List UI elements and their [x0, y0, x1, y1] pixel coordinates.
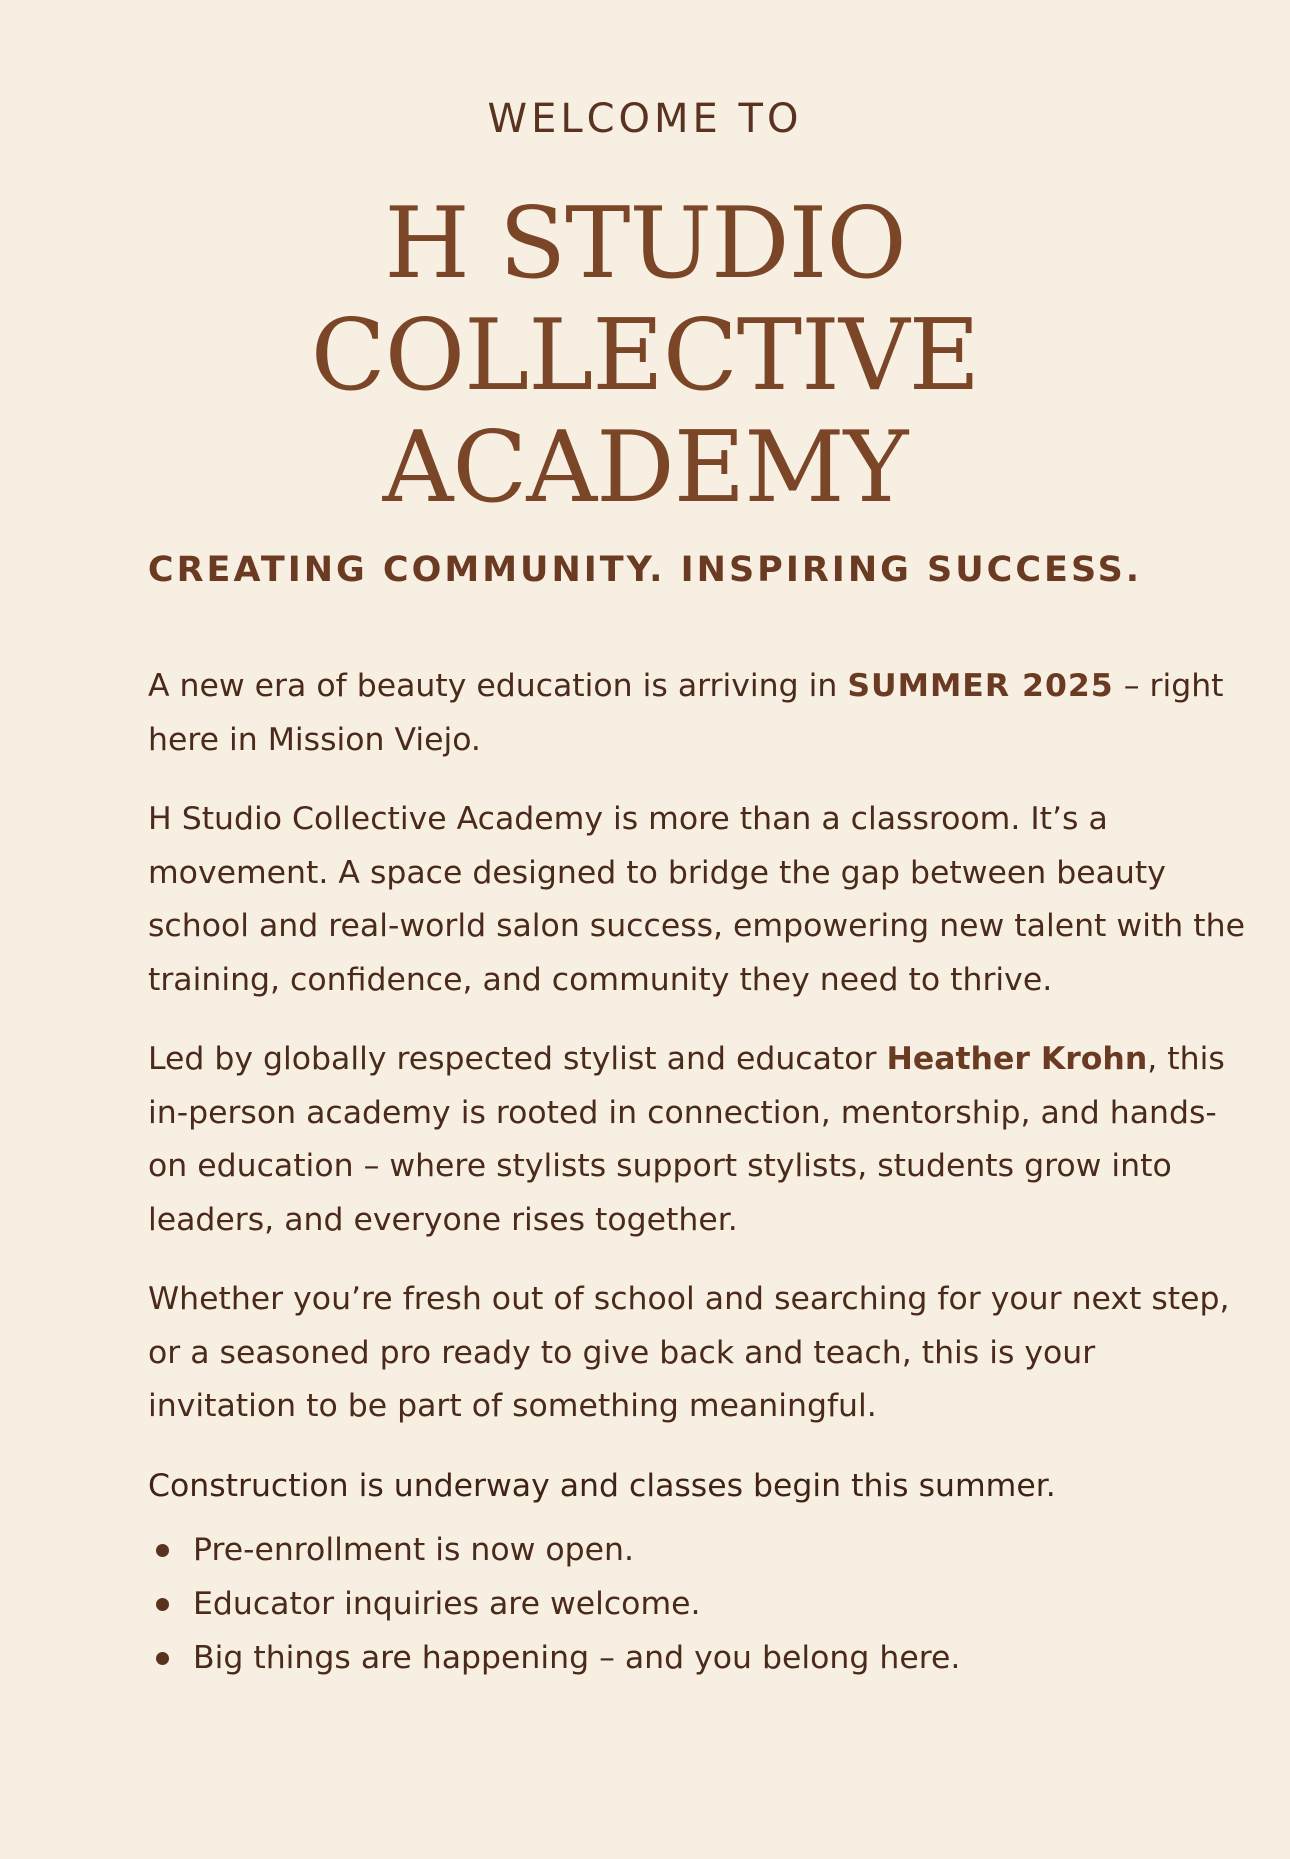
bullet-icon	[156, 1652, 169, 1665]
list-item-text: Big things are happening – and you belong here.	[193, 1640, 961, 1676]
intro-text-before: A new era of beauty education is arriving in	[148, 668, 848, 704]
welcome-kicker: WELCOME TO	[487, 96, 803, 142]
body-copy	[148, 660, 1248, 1685]
leadership-text-before: Led by globally respected stylist and educator	[148, 1041, 887, 1077]
launch-date-highlight: SUMMER 2025	[847, 668, 1114, 704]
bullet-icon	[156, 1544, 169, 1557]
list-item	[148, 1631, 1248, 1685]
invitation-paragraph: Whether you’re fresh out of school and searching for your next step, or a seasoned pro ready to give back and teach, this is your invitation to be part of something meaningful.	[148, 1281, 1230, 1424]
announcement-list	[148, 1523, 1248, 1685]
about-paragraph: H Studio Collective Academy is more than a classroom. It’s a movement. A space designed to bridge the gap between beauty school and real-world salon success, empowering new talent with the training, confidence, and community they need to thrive.	[148, 801, 1245, 998]
educator-name-highlight: Heather Krohn	[886, 1041, 1148, 1077]
intro-paragraph	[148, 660, 1248, 767]
bullet-icon	[156, 1598, 169, 1611]
construction-paragraph: Construction is underway and classes begin this summer.	[148, 1467, 1056, 1504]
intro-text-after: – right here in Mission Viejo.	[148, 668, 1224, 758]
leadership-text-after: , this in-person academy is rooted in connection, mentorship, and hands-on education – where stylists support stylists, students grow into leaders, and everyone rises together.	[148, 1041, 1225, 1238]
list-item	[148, 1577, 1248, 1631]
title-line-2: COLLECTIVE	[310, 299, 980, 413]
title-line-1: H STUDIO	[384, 187, 906, 301]
leadership-paragraph	[148, 1033, 1248, 1247]
academy-title	[0, 188, 1290, 524]
list-item-text: Educator inquiries are welcome.	[193, 1586, 701, 1622]
list-item-text: Pre-enrollment is now open.	[193, 1532, 635, 1568]
title-line-3: ACADEMY	[382, 411, 908, 525]
list-item	[148, 1523, 1248, 1577]
tagline: CREATING COMMUNITY. INSPIRING SUCCESS.	[147, 550, 1143, 590]
